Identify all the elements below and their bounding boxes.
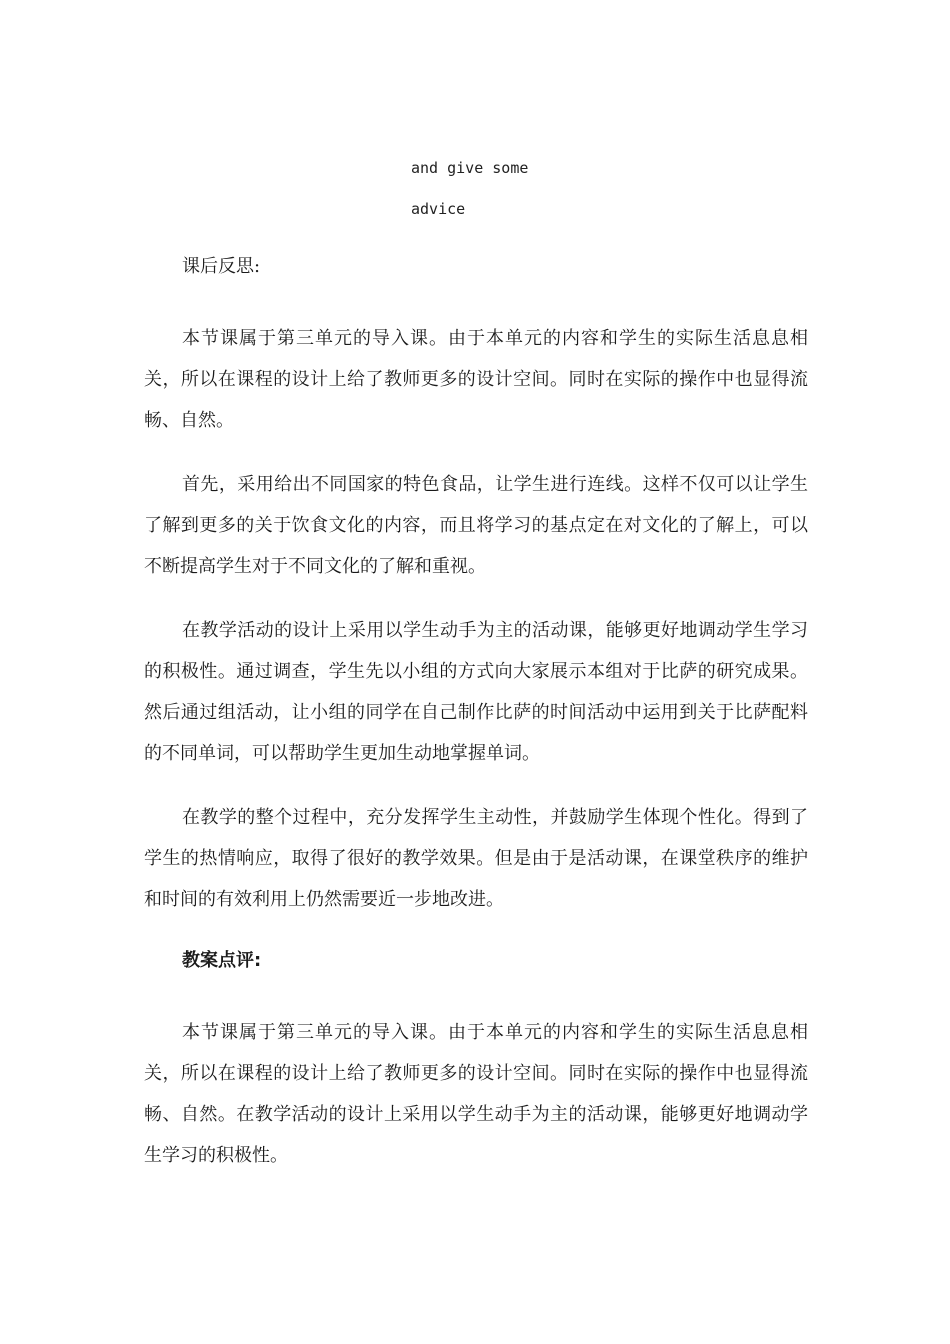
table-cell-fragment xyxy=(411,148,611,230)
document-body xyxy=(144,249,808,1199)
reflection-paragraph-2: 首先，采用给出不同国家的特色食品，让学生进行连线。这样不仅可以让学生了解到更多的关于饮食文化的内容，而且将学习的基点定在对文化的了解上，可以不断提高学生对于不同文化的了解和重视。 xyxy=(144,474,808,577)
table-cell-line-1: and give some xyxy=(411,159,529,177)
review-paragraph: 本节课属于第三单元的导入课。由于本单元的内容和学生的实际生活息息相关，所以在课程的设计上给了教师更多的设计空间。同时在实际的操作中也显得流畅、自然。在教学活动的设计上采用以学生动手为主的活动课，能够更好地调动学生学习的积极性。 xyxy=(144,1022,808,1166)
review-heading: 教案点评: xyxy=(182,950,262,971)
table-cell-line-2: advice xyxy=(411,200,466,218)
reflection-paragraph-1: 本节课属于第三单元的导入课。由于本单元的内容和学生的实际生活息息相关，所以在课程的设计上给了教师更多的设计空间。同时在实际的操作中也显得流畅、自然。 xyxy=(144,328,808,431)
reflection-paragraph-4: 在教学的整个过程中，充分发挥学生主动性，并鼓励学生体现个性化。得到了学生的热情响应，取得了很好的教学效果。但是由于是活动课，在课堂秩序的维护和时间的有效利用上仍然需要近一步地改进。 xyxy=(144,807,808,910)
reflection-heading: 课后反思: xyxy=(182,256,261,277)
reflection-paragraph-3: 在教学活动的设计上采用以学生动手为主的活动课，能够更好地调动学生学习的积极性。通过调查，学生先以小组的方式向大家展示本组对于比萨的研究成果。然后通过组活动，让小组的同学在自己制作比萨的时间活动中运用到关于比萨配料的不同单词，可以帮助学生更加生动地掌握单词。 xyxy=(144,620,808,764)
